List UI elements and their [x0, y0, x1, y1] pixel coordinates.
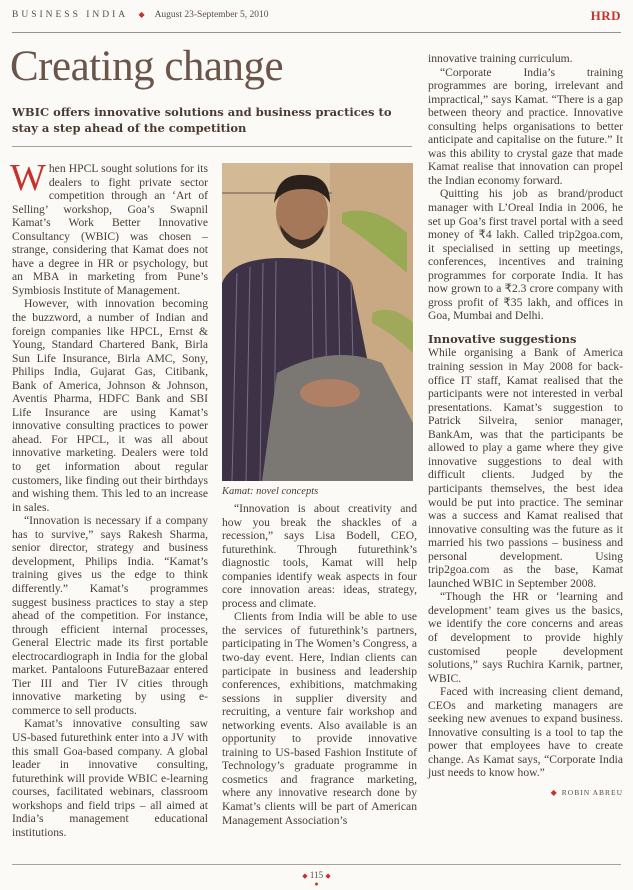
paragraph: innovative training curriculum.: [428, 52, 573, 65]
diamond-icon: ◆: [302, 872, 308, 880]
diamond-icon: ◆: [550, 787, 558, 797]
paragraph: However, with innovation becoming the buzzword, a number of Indian and foreign companies like HPCL, Ernst & Young, Standard Chartered Bank, Birla Sun Life Insurance, Birla AMC, Sony, Philips India, Gujarat Gas, Citibank, Bank of America, Johnson & Johnson, Aventis Pharma, HDFC Bank and SBI Life Insurance are using Kamat’s innovative consulting practices to power ahead. For HPCL, it was all about innovative marketing. Dealers were told to get information about regular customers, like finding out their birthdays and wishing them. This led to an increase in sales.: [12, 297, 208, 514]
standfirst: WBIC offers innovative solutions and business practices to stay a step ahead of the competition: [12, 104, 412, 147]
footer-divider: [12, 864, 621, 865]
column-1: [10, 157, 208, 839]
drop-cap: W: [10, 157, 46, 199]
paragraph: “Innovation is necessary if a company has to survive,” says Rakesh Sharma, senior director, strategy and business development, Philips India. “Kamat’s training gives us the edge to think differently.” Kamat’s programmes suggest business practices to stay a step ahead of the competition. For instance, through efficient internal processes, General Electric made its first portable electrocardiograph in India for the global market. Pantaloons FutureBazaar entered Tier III and Tier IV cities through innovative marketing by using e-commerce to sell products.: [12, 514, 208, 717]
page-number: 115: [309, 870, 324, 880]
diamond-icon: ◆: [138, 10, 145, 19]
paragraph: Faced with increasing client demand, CEOs and marketing managers are seeking new avenues to expand business. Innovative consulting is a tool to tap the power that employees have to create change. As Kamat says, “Corporate India just needs to know how.”: [428, 685, 623, 780]
section-label: HRD: [590, 8, 621, 23]
paragraph: Kamat’s innovative consulting saw US-based futurethink enter into a JV with this small Goa-based company. A global leader in innovative consulting, futurethink will provide WBIC e-learning courses, facilitated webinars, classroom workshops and field trips – all aimed at India’s management educational institutions.: [12, 717, 208, 839]
paragraph: While organising a Bank of America training session in May 2008 for back-office IT staff, Kamat realised that the participants were not interested in verbal presentations. Kamat’s suggestion to Patrick Silveira, senior manager, BankAm, was that the participants be allowed to play a game where they give innovative suggestions to deal with difficult clients. Judged by the participants themselves, the best idea would be put into practice. The seminar was a success and Kamat realised that innovative consulting was the future as it married his two passions – business and personal development. Using trip2goa.com as the base, Kamat launched WBIC in September 2008.: [428, 346, 623, 590]
diamond-icon: ◆: [325, 872, 331, 880]
paragraph: “Though the HR or ‘learning and development’ team gives us the basics, we identify the core concerns and areas of development to provide highly customised people development solutions,” says Ruchira Karnik, partner, WBIC.: [428, 590, 623, 685]
masthead: [12, 10, 621, 33]
paragraph: “Corporate India’s training programmes are boring, irrelevant and impractical,” says Kamat. “There is a gap between theory and practice. Innovative consulting helps organisations to better anticipate and capitalise on the future.” It was this ability to crystal gaze that made Kamat realise that innovation can propel the Indian economy forward.: [428, 65, 623, 187]
subheading: Innovative suggestions: [428, 331, 577, 346]
portrait-illustration: [222, 163, 413, 481]
portrait-photo: [222, 163, 413, 481]
byline: [428, 786, 623, 800]
paragraph: When HPCL sought solutions for its dealers to fight private sector competition through an ‘Art of Selling’ workshop, Goa’s Swapnil Kamat’s Work Better Innovative Consultancy (WBIC) was chosen – strange, considering that Kamat does not have a degree in HR or psychology, but an MBA in marketing from Pune’s Symbiosis Institute of Management.: [10, 157, 208, 297]
column-3: [428, 52, 623, 800]
photo-caption: Kamat: novel concepts: [222, 486, 319, 497]
dot-icon: ●: [314, 880, 319, 888]
page-folio: [0, 870, 633, 888]
issue-dates: August 23-September 5, 2010: [154, 10, 269, 20]
paragraph: Clients from India will be able to use the services of futurethink’s partners, participating in The Women’s Congress, a two-day event. Here, Indian clients can participate in business and leadership conferences, exhibitions, matchmaking sessions in supplier diversity and recruiting, a venture fair workshop and networking events. Also available is an opportunity to provide innovative training to US-based Fashion Institute of Technology’s graduate programme in cosmetics and fragrance marketing, where any innovative research done by Kamat’s clients will be part of American Management Association’s: [222, 610, 417, 827]
publication-name: BUSINESS INDIA: [12, 10, 129, 20]
author-name: ROBIN ABREU: [561, 787, 623, 797]
paragraph: “Innovation is about creativity and how you break the shackles of a recession,” says Lisa Bodell, CEO, futurethink. Through futurethink’s diagnostic tools, Kamat will help companies identify weak aspects in four core innovation areas: ideas, strategy, process and climate.: [222, 502, 417, 610]
column-2: [222, 502, 417, 827]
headline: Creating change: [10, 43, 284, 90]
paragraph: Quitting his job as brand/product manager with L’Oreal India in 2006, he set up Goa’s first travel portal with a seed money of ₹4 lakh. Called trip2goa.com, it specialised in setting up meetings, conferences, incentives and training programmes for corporate India. It has now grown to a ₹2.3 crore company with gross profit of ₹35 lakh, and offices in Goa, Mumbai and Delhi.: [428, 187, 623, 323]
